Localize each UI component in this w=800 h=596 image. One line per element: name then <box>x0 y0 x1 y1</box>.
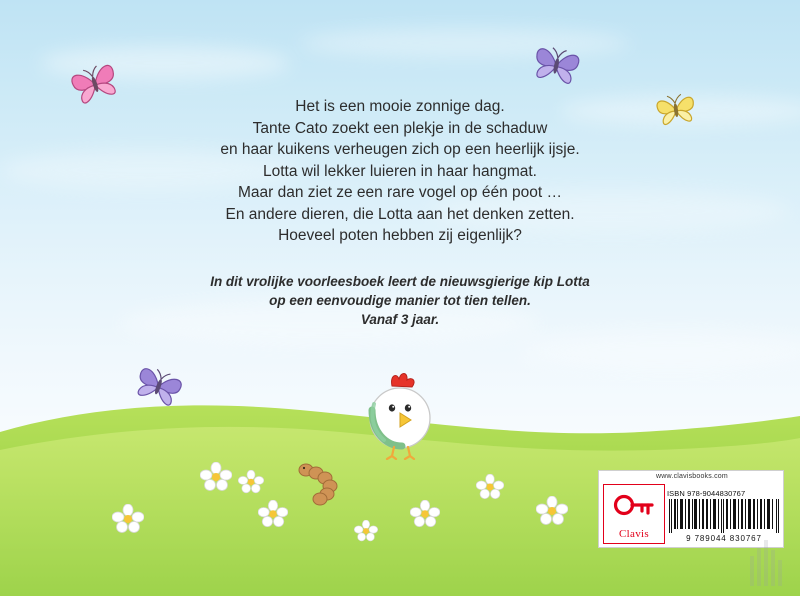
blurb-line: Hoeveel poten hebben zij eigenlijk? <box>278 227 522 244</box>
flower-icon <box>238 470 264 499</box>
flower-icon <box>258 500 288 533</box>
cloud-streak <box>520 330 800 370</box>
chicken-lotta-illustration <box>352 370 448 465</box>
flower-icon <box>354 520 378 547</box>
butterfly-purple-lower-icon <box>128 364 190 417</box>
flower-icon <box>410 500 440 533</box>
blurb-text <box>150 96 650 247</box>
flower-icon <box>536 496 568 531</box>
butterfly-purple-top-icon <box>528 42 586 97</box>
blurb-line: Het is een mooie zonnige dag. <box>295 98 505 115</box>
butterfly-yellow-right-icon <box>650 88 704 137</box>
clavis-key-icon <box>604 487 664 523</box>
tagline-text <box>170 272 630 329</box>
blurb-line: Lotta wil lekker luieren in haar hangmat. <box>263 162 537 180</box>
blurb-line: En andere dieren, die Lotta aan het denken zetten. <box>225 205 575 223</box>
tagline-line: In dit vrolijke voorleesboek leert de nieuwsgierige kip Lotta <box>210 274 590 289</box>
clavis-wordmark: Clavis <box>619 528 649 540</box>
tagline-line: op een eenvoudige manier tot tien tellen. <box>269 293 531 308</box>
blurb-line: en haar kuikens verheugen zich op een heerlijk ijsje. <box>220 141 580 158</box>
flower-icon <box>200 462 232 497</box>
publisher-website: www.clavisbooks.com <box>656 473 728 480</box>
corner-watermark <box>746 534 792 590</box>
blurb-line: Tante Cato zoekt een plekje in de schaduw <box>252 119 548 137</box>
clavis-logo <box>603 484 665 544</box>
barcode-image <box>668 499 780 533</box>
blurb-line: Maar dan ziet ze een rare vogel op één poot … <box>238 184 562 201</box>
isbn-label: ISBN 978-9044830767 <box>667 489 746 498</box>
tagline-line: Vanaf 3 jaar. <box>360 312 440 327</box>
barcode-digits: 9 789044 830767 <box>686 534 762 543</box>
caterpillar-icon <box>296 462 360 511</box>
butterfly-pink-left-icon <box>68 58 124 115</box>
flower-icon <box>112 504 144 539</box>
flower-icon <box>476 474 504 505</box>
